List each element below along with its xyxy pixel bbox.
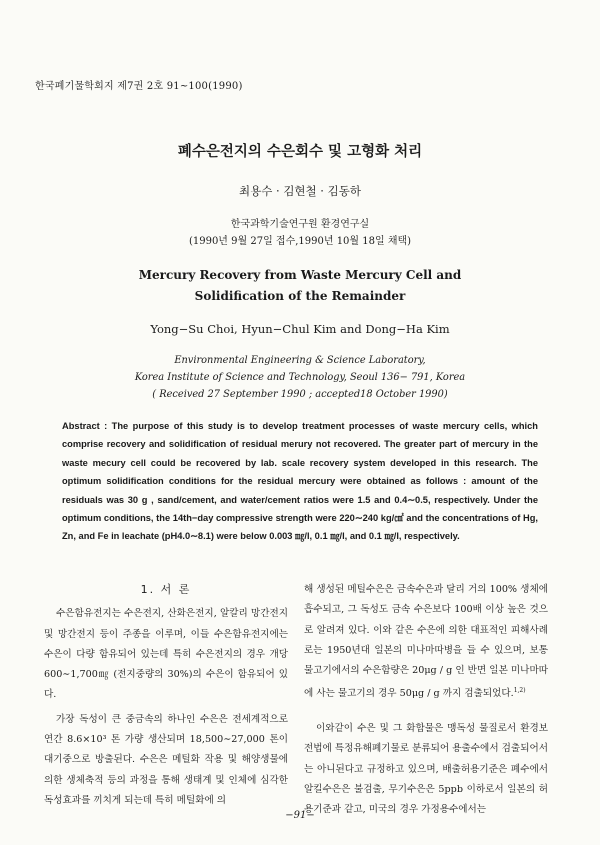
received-english: ( Received 27 September 1990 ; accepted18 October 1990) bbox=[152, 389, 448, 400]
authors-korean: 최용수 · 김현철 · 김동하 bbox=[239, 184, 361, 198]
right-column bbox=[304, 580, 548, 820]
affiliation-korean-block bbox=[0, 216, 600, 250]
paragraph: 가장 독성이 큰 중금속의 하나인 수은은 전세계적으로 연간 8.6×10³ 톤 가량 생산되며 18,500∼27,000 톤이 대기중으로 방출된다. 수은은 메틸화 작용 및 해양생물에 의한 생체축적 등의 과정을 통해 생태계 및 인체에 심각한 독성효과를 끼치게 되는데 특히 메틸화에 의 bbox=[44, 713, 288, 806]
affiliation-english-line2: Korea Institute of Science and Technology, Seoul 136− 791, Korea bbox=[134, 372, 466, 383]
paragraph bbox=[304, 580, 548, 705]
abstract-label: Abstract : bbox=[62, 421, 108, 431]
affiliation-korean: 한국과학기술연구원 환경연구실 bbox=[230, 219, 370, 230]
title-english bbox=[0, 265, 600, 307]
title-english-line1: Mercury Recovery from Waste Mercury Cell and bbox=[138, 268, 462, 282]
journal-header: 한국폐기물학회지 제7권 2호 91~100(1990) bbox=[35, 81, 243, 92]
abstract bbox=[62, 417, 538, 546]
title-english-line2: Solidification of the Remainder bbox=[194, 289, 406, 303]
paragraph-text: 해 생성된 메틸수은은 금속수은과 달리 거의 100% 생체에 흡수되고, 그 독성도 금속 수은보다 100배 이상 높은 것으로 알려져 있다. 이와 같은 수은에 의한 대표적인 피해사례로는 1950년대 일본의 미나마따병을 들 수 있으며, 보통 물고기에서의 수은함량은 20μg / g 인 반면 일본 미나마따에 사는 물고기의 경우 50μg / g 까지 검출되었다. bbox=[304, 584, 548, 700]
affiliation-english-block bbox=[0, 352, 600, 403]
section-heading-introduction: 1. 서 론 bbox=[140, 583, 192, 596]
paragraph: 이와같이 수은 및 그 화합물은 맹독성 물질로서 환경보전법에 특정유해폐기물로 분류되어 용출수에서 검출되어서는 아니된다고 규정하고 있으며, 배출허용기준은 폐수에서 알킬수은은 불검출, 무기수은은 5ppb 이하로서 일본의 허용기준과 같고, 미국의 경우 가정용수에서는 bbox=[304, 722, 548, 816]
abstract-text: The purpose of this study is to develop treatment processes of waste mercury cells, which comprise recovery and solidification of residual merury not recovered. The greater part of mercury in the waste mecury cell could be recovered by lab. scale recovery system developed in this research. The optimum solidification conditions for the residual mercury were obtained as follows : amount of the residuals was 30 g , sand/cement, and water/cement ratios were 1.5 and 0.4∼0.5, respectively. Under the optimum conditions, the 14th−day compressive strength were 220∼240 kg/㎠ and the concentrations of Hg, Zn, and Fe in leachate (pH4.0∼8.1) were below 0.003 ㎎/l, 0.1 ㎎/l, and 0.1 ㎎/l, respectively. bbox=[62, 421, 538, 542]
page-number: −91− bbox=[285, 810, 315, 821]
paragraph: 수은함유전지는 수은전지, 산화은전지, 알칼리 망간전지 및 망간전지 등이 주종을 이루며, 이들 수은함유전지에는 수은이 다량 함유되어 있는데 특히 수은전지의 경우 개당 600∼1,700㎎ (전지중량의 30%)의 수은이 함유되어 있다. bbox=[44, 608, 288, 701]
reference-superscript: 1,2) bbox=[513, 687, 526, 695]
received-korean: (1990년 9월 27일 접수,1990년 10월 18일 채택) bbox=[188, 236, 412, 247]
authors-english: Yong−Su Choi, Hyun−Chul Kim and Dong−Ha Kim bbox=[150, 322, 450, 336]
affiliation-english-line1: Environmental Engineering & Science Laboratory, bbox=[174, 355, 426, 366]
title-korean: 폐수은전지의 수은회수 및 고형화 처리 bbox=[177, 144, 423, 160]
left-column bbox=[44, 580, 288, 811]
